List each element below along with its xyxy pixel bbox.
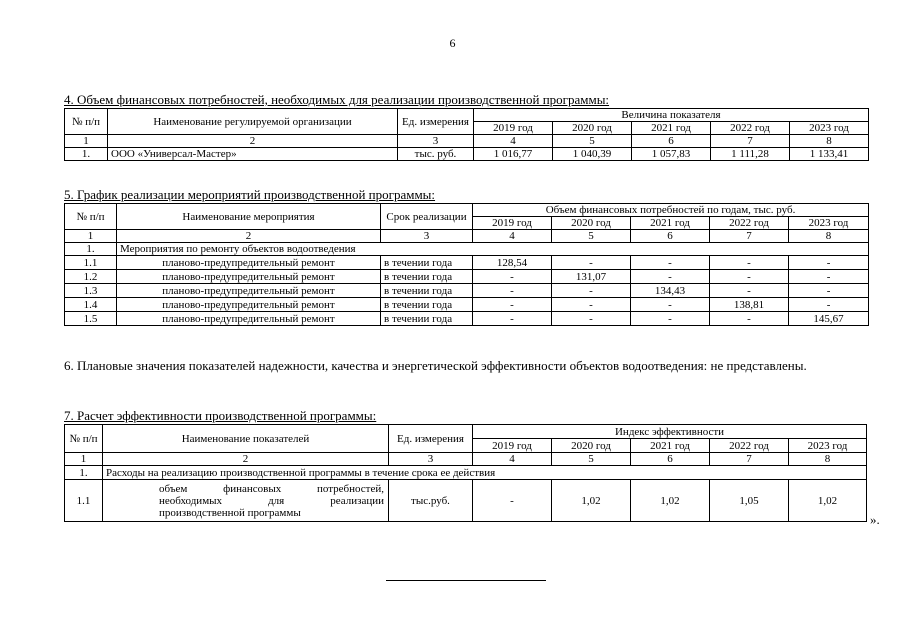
section7-title: 7. Расчет эффективности производственной программы: [64, 408, 377, 423]
header-name: Наименование показателей [103, 425, 389, 453]
row-value: - [631, 298, 710, 312]
index-cell: 4 [473, 453, 552, 466]
row-name: планово-предупредительный ремонт [117, 270, 381, 284]
header-year: 2021 год [632, 122, 711, 135]
header-year: 2020 год [552, 217, 631, 230]
row-value: 128,54 [473, 256, 552, 270]
header-year: 2019 год [473, 439, 552, 453]
row-value: 1,02 [631, 480, 710, 522]
row-name-line: объем финансовых потребностей, [159, 482, 384, 495]
header-year: 2019 год [474, 122, 553, 135]
index-cell: 6 [632, 135, 711, 148]
closing-quote: ». [870, 512, 880, 527]
row-value: 1,05 [710, 480, 789, 522]
row-name: ООО «Универсал-Мастер» [108, 148, 398, 161]
section4-title: 4. Объем финансовых потребностей, необходимых для реализации производственной программы: [64, 92, 610, 107]
header-year: 2020 год [552, 439, 631, 453]
row-name: планово-предупредительный ремонт [117, 298, 381, 312]
row-name-line: производственной программы [159, 506, 301, 519]
header-year: 2020 год [553, 122, 632, 135]
header-year: 2023 год [789, 439, 867, 453]
row-name-line: необходимых для реализации [159, 494, 384, 507]
header-name: Наименование регулируемой организации [108, 109, 398, 135]
index-row [65, 230, 869, 243]
row-num: 1. [65, 148, 108, 161]
index-cell: 5 [553, 135, 632, 148]
group-num: 1. [65, 243, 117, 256]
row-name [103, 480, 389, 522]
table-row [65, 270, 869, 284]
row-value: - [473, 270, 552, 284]
index-cell: 4 [473, 230, 552, 243]
index-cell: 1 [65, 230, 117, 243]
header-year: 2021 год [631, 439, 710, 453]
row-term: в течении года [381, 270, 473, 284]
row-value: - [473, 312, 552, 326]
section5-title: 5. График реализации мероприятий производственной программы: [64, 187, 436, 202]
row-value: - [710, 284, 789, 298]
row-num: 1.2 [65, 270, 117, 284]
row-value: - [710, 256, 789, 270]
header-year: 2023 год [789, 217, 869, 230]
section7-table [64, 424, 867, 522]
row-value: - [789, 270, 869, 284]
footer-divider [386, 580, 546, 581]
section6-text: 6. Плановые значения показателей надежности, качества и энергетической эффективности объектов водоотведения: не представлены. [64, 358, 807, 373]
row-unit: тыс. руб. [398, 148, 474, 161]
row-value: - [552, 256, 631, 270]
index-cell: 6 [631, 453, 710, 466]
row-value: 1,02 [552, 480, 631, 522]
row-value: - [710, 270, 789, 284]
row-value: - [789, 256, 869, 270]
header-unit: Ед. измерения [389, 425, 473, 453]
row-name: планово-предупредительный ремонт [117, 312, 381, 326]
row-value: - [552, 284, 631, 298]
row-value: 134,43 [631, 284, 710, 298]
row-value: - [631, 312, 710, 326]
index-cell: 5 [552, 453, 631, 466]
table-row [65, 312, 869, 326]
row-value: 1 133,41 [790, 148, 869, 161]
header-num: № п/п [65, 204, 117, 230]
row-value: - [473, 480, 552, 522]
row-value: - [789, 284, 869, 298]
group-name: Расходы на реализацию производственной программы в течение срока ее действия [103, 466, 867, 480]
header-value-group: Объем финансовых потребностей по годам, тыс. руб. [473, 204, 869, 217]
row-term: в течении года [381, 284, 473, 298]
row-value: 1 057,83 [632, 148, 711, 161]
header-year: 2022 год [710, 439, 789, 453]
row-unit: тыс.руб. [389, 480, 473, 522]
row-name: планово-предупредительный ремонт [117, 256, 381, 270]
header-term: Срок реализации [381, 204, 473, 230]
index-cell: 6 [631, 230, 710, 243]
index-cell: 1 [65, 135, 108, 148]
row-num: 1.1 [65, 480, 103, 522]
table-row [65, 480, 867, 522]
row-value: - [552, 298, 631, 312]
index-cell: 8 [789, 453, 867, 466]
index-cell: 3 [398, 135, 474, 148]
row-value: - [473, 298, 552, 312]
row-name: планово-предупредительный ремонт [117, 284, 381, 298]
header-year: 2023 год [790, 122, 869, 135]
group-row [65, 243, 869, 256]
index-cell: 7 [710, 230, 789, 243]
row-value: 131,07 [552, 270, 631, 284]
header-num: № п/п [65, 109, 108, 135]
row-value: 145,67 [789, 312, 869, 326]
row-value: - [473, 284, 552, 298]
index-cell: 7 [710, 453, 789, 466]
table-row [65, 284, 869, 298]
index-cell: 1 [65, 453, 103, 466]
index-cell: 8 [789, 230, 869, 243]
row-term: в течении года [381, 298, 473, 312]
index-row [65, 135, 869, 148]
index-cell: 8 [790, 135, 869, 148]
header-unit: Ед. измерения [398, 109, 474, 135]
header-year: 2019 год [473, 217, 552, 230]
row-term: в течении года [381, 312, 473, 326]
section5-table [64, 203, 869, 326]
index-cell: 2 [103, 453, 389, 466]
row-num: 1.5 [65, 312, 117, 326]
row-value: - [710, 312, 789, 326]
page-number: 6 [449, 36, 456, 50]
header-year: 2022 год [711, 122, 790, 135]
index-cell: 3 [381, 230, 473, 243]
row-num: 1.3 [65, 284, 117, 298]
index-row [65, 453, 867, 466]
header-year: 2021 год [631, 217, 710, 230]
table-row [65, 256, 869, 270]
row-value: 1 016,77 [474, 148, 553, 161]
index-cell: 4 [474, 135, 553, 148]
header-value-group: Индекс эффективности [473, 425, 867, 439]
table-row [65, 298, 869, 312]
header-num: № п/п [65, 425, 103, 453]
row-value: - [552, 312, 631, 326]
header-year: 2022 год [710, 217, 789, 230]
row-value: - [789, 298, 869, 312]
row-value: - [631, 256, 710, 270]
row-value: 1,02 [789, 480, 867, 522]
group-name: Мероприятия по ремонту объектов водоотведения [117, 243, 869, 256]
row-term: в течении года [381, 256, 473, 270]
header-name: Наименование мероприятия [117, 204, 381, 230]
group-num: 1. [65, 466, 103, 480]
group-row [65, 466, 867, 480]
index-cell: 2 [117, 230, 381, 243]
row-value: - [631, 270, 710, 284]
index-cell: 3 [389, 453, 473, 466]
row-value: 1 111,28 [711, 148, 790, 161]
index-cell: 7 [711, 135, 790, 148]
row-value: 138,81 [710, 298, 789, 312]
table-row [65, 148, 869, 161]
header-value-group: Величина показателя [474, 109, 869, 122]
row-num: 1.1 [65, 256, 117, 270]
section4-table [64, 108, 869, 161]
row-value: 1 040,39 [553, 148, 632, 161]
row-num: 1.4 [65, 298, 117, 312]
index-cell: 5 [552, 230, 631, 243]
index-cell: 2 [108, 135, 398, 148]
